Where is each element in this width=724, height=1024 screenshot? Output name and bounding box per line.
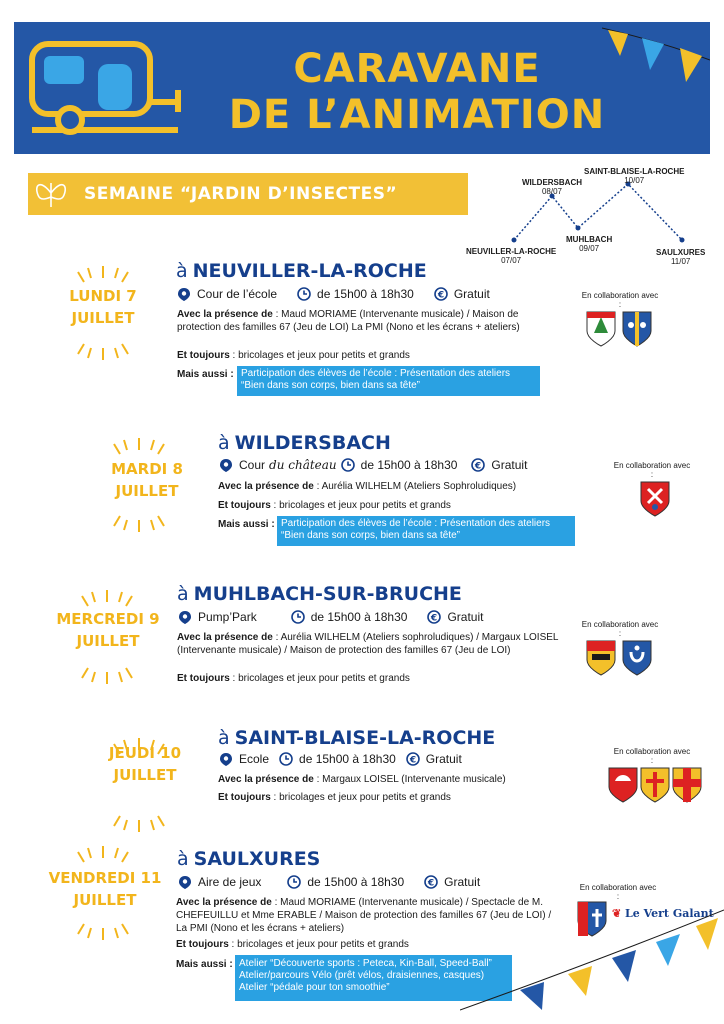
collab-label: En collaboration avec : xyxy=(613,461,691,479)
day-badge-friday: VENDREDI 11 JUILLET xyxy=(48,869,162,909)
toujours-text: Et toujours : bricolages et jeux pour petits et grands xyxy=(218,792,451,803)
coat-of-arms-icon xyxy=(640,481,670,517)
clock-icon xyxy=(341,458,355,472)
euro-icon xyxy=(471,458,485,472)
bunting-icon xyxy=(602,22,710,102)
week-banner xyxy=(28,173,468,215)
location-pin-icon xyxy=(178,610,192,624)
mais-aussi-box: Participation des élèves de l’école : Présentation des ateliers “Bien dans son corps, bien dans sa tête” xyxy=(277,516,575,546)
title-line-1: CARAVANE xyxy=(293,46,541,92)
event-meta: Ecole de 15h00 à 18h30 Gratuit xyxy=(219,752,462,766)
collab-label: En collaboration avec : xyxy=(613,747,691,765)
week-title: SEMAINE “JARDIN D’INSECTES” xyxy=(84,184,398,204)
bunting-icon xyxy=(460,900,724,1024)
route-stop-5: SAULXURES 11/07 xyxy=(656,248,706,266)
route-stop-4: SAINT-BLAISE-LA-ROCHE 10/07 xyxy=(584,167,685,185)
town-title: à MUHLBACH-SUR-BRUCHE xyxy=(177,583,462,605)
title-line-2: DE L’ANIMATION xyxy=(228,92,606,138)
presence-text: Avec la présence de : Aurélia WILHELM (Ateliers Sophroludiques) xyxy=(218,481,517,492)
toujours-text: Et toujours : bricolages et jeux pour petits et grands xyxy=(177,350,410,361)
mais-aussi-box: Atelier “Découverte sports : Peteca, Kin-Ball, Speed-Ball” Atelier/parcours Vélo (prêt vélos, draisiennes, casques) Atelier “pédale pour ton smoothie” xyxy=(235,955,512,1001)
event-meta: Cour du château de 15h00 à 18h30 Gratuit xyxy=(219,458,527,472)
location-pin-icon xyxy=(178,875,192,889)
euro-icon xyxy=(406,752,420,766)
presence-text: Avec la présence de : Maud MORIAME (Intervenante musicale) / Spectacle de M. CHEFEUILLU et Mme ERABLE / Maison de protection des familles 67 (Jeu de LOI) / La PMI (Nono et les écrans + ateliers) xyxy=(176,897,552,934)
presence-text: Avec la présence de : Maud MORIAME (Intervenante musicale) / Maison de protection des familles 67 (Jeu de LOI) La PMI (Nono et les écrans + ateliers) xyxy=(177,309,520,333)
coat-of-arms-icon xyxy=(672,767,702,803)
toujours-text: Et toujours : bricolages et jeux pour petits et grands xyxy=(177,673,410,684)
clock-icon xyxy=(279,752,293,766)
town-title: à SAULXURES xyxy=(177,848,321,870)
route-stop-3: MUHLBACH 09/07 xyxy=(566,235,613,253)
route-stop-2: WILDERSBACH 08/07 xyxy=(522,178,582,196)
town-title: à SAINT-BLAISE-LA-ROCHE xyxy=(218,727,496,749)
clock-icon xyxy=(297,287,311,301)
coat-of-arms-icon xyxy=(608,767,638,803)
day-badge-monday: LUNDI 7 JUILLET xyxy=(69,287,137,327)
clock-icon xyxy=(287,875,301,889)
clock-icon xyxy=(291,610,305,624)
coat-of-arms-icon xyxy=(586,640,616,676)
euro-icon xyxy=(434,287,448,301)
coat-of-arms-icon xyxy=(640,767,670,803)
day-badge-tuesday: MARDI 8 JUILLET xyxy=(111,460,183,500)
location-pin-icon xyxy=(219,752,233,766)
mais-aussi-label: Mais aussi : xyxy=(218,519,275,530)
euro-icon xyxy=(424,875,438,889)
collab-label: En collaboration avec : xyxy=(579,883,657,901)
toujours-text: Et toujours : bricolages et jeux pour petits et grands xyxy=(176,939,409,950)
presence-text: Avec la présence de : Aurélia WILHELM (Ateliers sophroludiques) / Margaux LOISEL (Intervenante musicale) / Maison de protection des familles 67 (Jeu de LOI) xyxy=(177,632,559,656)
mais-aussi-box: Participation des élèves de l’école : Présentation des ateliers “Bien dans son corps, bien dans sa tête” xyxy=(237,366,540,396)
leaf-icon: ❦ xyxy=(612,907,626,920)
coat-of-arms-icon xyxy=(622,640,652,676)
mais-aussi-label: Mais aussi : xyxy=(177,369,234,380)
toujours-text: Et toujours : bricolages et jeux pour petits et grands xyxy=(218,500,451,511)
location-pin-icon xyxy=(219,458,233,472)
coat-of-arms-icon xyxy=(622,311,652,347)
event-meta: Pump’Park de 15h00 à 18h30 Gratuit xyxy=(178,610,483,624)
town-title: à WILDERSBACH xyxy=(218,432,391,454)
header-banner xyxy=(14,22,710,154)
butterfly-icon xyxy=(32,175,70,213)
event-meta: Cour de l’école de 15h00 à 18h30 Gratuit xyxy=(177,287,490,301)
location-pin-icon xyxy=(177,287,191,301)
route-stop-1: NEUVILLER-LA-ROCHE 07/07 xyxy=(466,247,557,265)
euro-icon xyxy=(427,610,441,624)
collab-label: En collaboration avec : xyxy=(581,620,659,638)
coat-of-arms-icon xyxy=(586,311,616,347)
day-badge-thursday: JEUDI 10 JUILLET xyxy=(108,744,182,784)
event-meta: Aire de jeux de 15h00 à 18h30 Gratuit xyxy=(178,875,480,889)
town-title: à NEUVILLER-LA-ROCHE xyxy=(176,260,427,282)
day-badge-wednesday: MERCREDI 9 JUILLET xyxy=(56,610,160,650)
presence-text: Avec la présence de : Margaux LOISEL (Intervenante musicale) xyxy=(218,774,506,785)
mais-aussi-label: Mais aussi : xyxy=(176,959,233,970)
collab-label: En collaboration avec : xyxy=(581,291,659,309)
partner-logo-text: ❦ Le Vert Galant xyxy=(612,907,714,920)
